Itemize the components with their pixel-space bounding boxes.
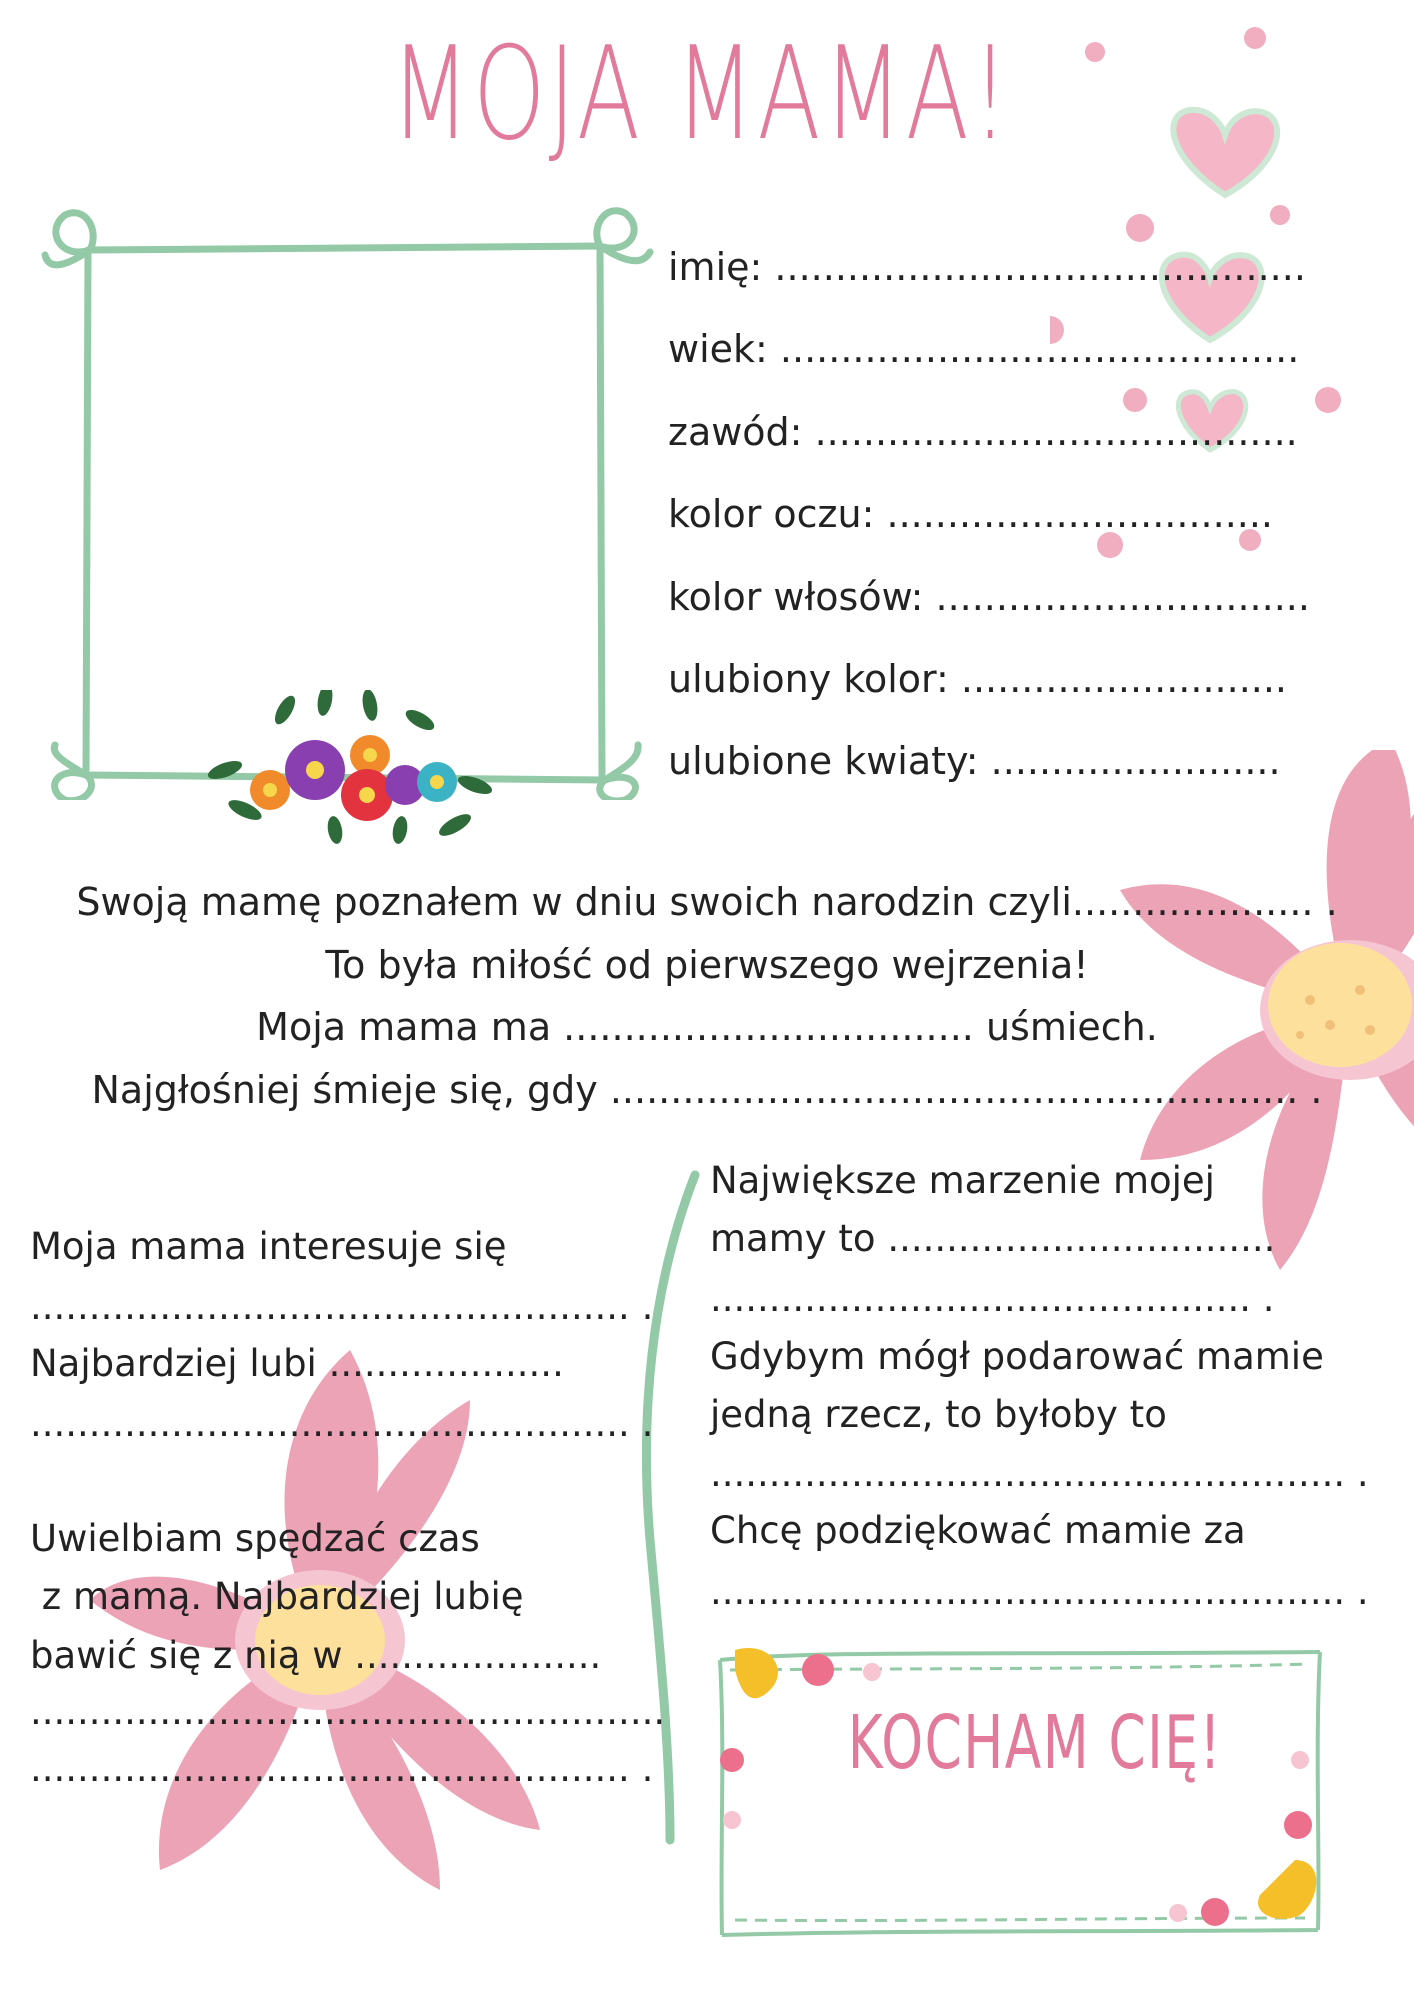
left-line-2[interactable]: ................................................... . <box>30 1402 654 1445</box>
center-line-birth: Swoją mamę poznałem w dniu swoich narodzin czyli.................... . <box>76 880 1338 924</box>
center-line-smile: Moja mama ma .................................. uśmiech. <box>256 1005 1158 1049</box>
field-favorite-color[interactable]: ulubiony kolor: ........................... <box>668 657 1288 701</box>
field-eye-color[interactable]: kolor oczu: ................................ <box>668 492 1274 536</box>
center-line-love: To była miłość od pierwszego wejrzenia! <box>325 943 1089 987</box>
right-line-2[interactable]: ...................................................... . <box>710 1452 1369 1495</box>
right-line-gift: Gdybym mógł podarować mamie <box>710 1335 1324 1378</box>
field-favorite-flowers[interactable]: ulubione kwiaty: ........................ <box>668 739 1281 783</box>
right-line-thanks: Chcę podziękować mamie za <box>710 1509 1246 1552</box>
center-line-laugh: Najgłośniej śmieje się, gdy ......................................................... . <box>91 1068 1323 1112</box>
page-title: MOJA MAMA! <box>390 20 1012 169</box>
right-line-mama-to[interactable]: mamy to ................................. <box>710 1217 1276 1260</box>
right-line-dream: Największe marzenie mojej <box>710 1159 1215 1202</box>
right-line-1[interactable]: .............................................. . <box>710 1277 1275 1320</box>
field-age[interactable]: wiek: ........................................... <box>668 327 1300 371</box>
right-line-3[interactable]: ...................................................... . <box>710 1570 1369 1613</box>
kocham-frame <box>700 1630 1340 1950</box>
flower-bouquet <box>205 690 495 850</box>
field-job[interactable]: zawód: ........................................ <box>668 410 1298 454</box>
left-line-time: Uwielbiam spędzać czas <box>30 1517 480 1560</box>
left-line-mama: z mamą. Najbardziej lubię <box>30 1575 524 1618</box>
left-line-1[interactable]: ................................................... . <box>30 1285 654 1328</box>
left-line-likes[interactable]: Najbardziej lubi .................... <box>30 1342 564 1385</box>
field-name[interactable]: imię: ............................................ <box>668 245 1306 289</box>
left-line-4[interactable]: ................................................... . <box>30 1747 654 1790</box>
left-line-interests: Moja mama interesuje się <box>30 1225 507 1268</box>
left-line-play[interactable]: bawić się z nią w ..................... <box>30 1634 602 1677</box>
right-line-gift-2: jedną rzecz, to byłoby to <box>710 1393 1167 1436</box>
left-line-3[interactable]: ...................................................... <box>30 1690 666 1733</box>
field-hair-color[interactable]: kolor włosów: ............................... <box>668 575 1310 619</box>
hearts-decoration <box>1050 20 1350 560</box>
kocham-badge-text: KOCHAM CIĘ! <box>847 1700 1223 1786</box>
